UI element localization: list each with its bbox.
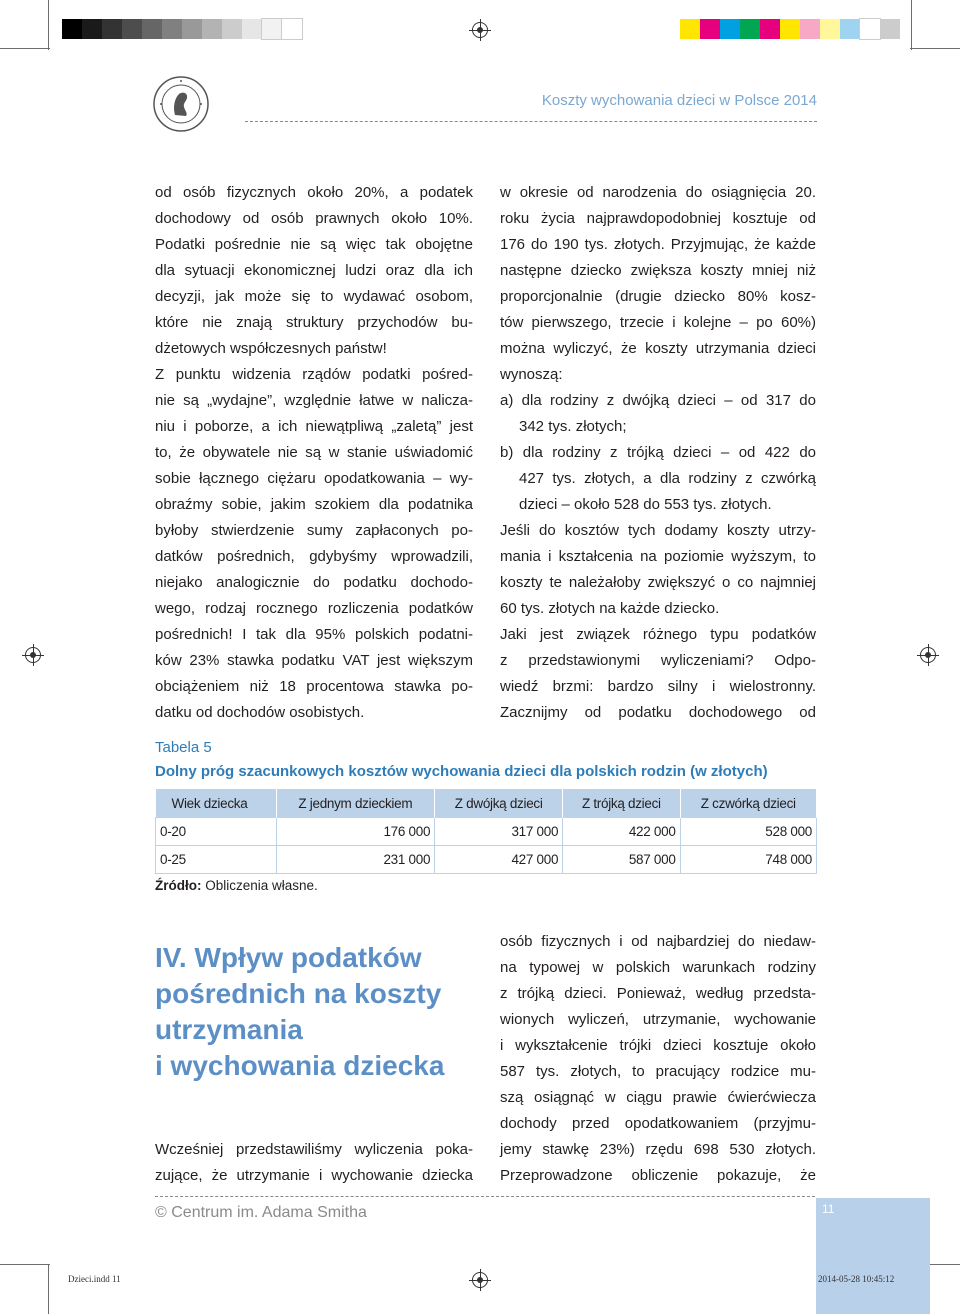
process-color-bar [680, 19, 900, 39]
heading-line: i wychowania dziecka [155, 1050, 445, 1081]
swatch [282, 19, 302, 39]
table-cell: 748 000 [680, 846, 816, 874]
copyright: © Centrum im. Adama Smitha [155, 1204, 367, 1221]
registration-mark-icon [472, 1272, 488, 1288]
page-number-box [816, 1198, 930, 1314]
swatch [720, 19, 740, 39]
swatch [82, 19, 102, 39]
text-line: 60 tys. złotych na każde dziecko. [500, 600, 720, 617]
section-right-column [500, 929, 816, 1189]
text-line: b) dla rodziny z trójką dzieci – od 422 do [500, 444, 816, 461]
text-line: niu i poborze, a ich niewątpliwą „zaletą” jest [155, 418, 473, 435]
header-divider [245, 121, 817, 122]
swatch [880, 19, 900, 39]
table-label: Tabela 5 [155, 739, 212, 756]
section-intro-column [155, 1137, 473, 1189]
text-line: z trójką dzieci. Ponieważ, według przedsta- [500, 985, 816, 1002]
text-line: szą osiągnąć w ciągu prawie ćwierćwiecza [500, 1089, 816, 1106]
registration-mark-icon [25, 647, 41, 663]
table-source [155, 878, 318, 893]
text-line: 587 tys. złotych, to pracujący rodzice mu- [500, 1063, 816, 1080]
text-line: dla sytuacji ekonomicznej ludzi oraz dla ich [155, 262, 473, 279]
table-cell: 0-25 [156, 846, 277, 874]
heading-line: utrzymania [155, 1014, 303, 1045]
text-line: i wykształcenie trójki dzieci kosztuje około [500, 1037, 816, 1054]
text-line: niejako analogicznie do podatku dochodo- [155, 574, 473, 591]
list-item-b [500, 440, 816, 518]
cost-table [155, 789, 817, 874]
swatch [800, 19, 820, 39]
table-header-row [156, 789, 817, 818]
column-header: Z trójką dzieci [563, 789, 680, 818]
text-line: Zacznijmy od podatku dochodowego od [500, 704, 816, 721]
swatch [242, 19, 262, 39]
list-item-a [500, 388, 816, 440]
paragraph [500, 180, 816, 388]
text-line: osób fizycznych i od najbardziej do niedaw- [500, 933, 816, 950]
paragraph [155, 180, 473, 362]
column-header: Z czwórką dzieci [680, 789, 816, 818]
slug-file-info: Dzieci.indd 11 [68, 1274, 121, 1284]
table-cell: 317 000 [435, 818, 563, 846]
text-line: zujące, że utrzymanie i wychowanie dziecka [155, 1167, 473, 1184]
text-line: dochody przed opodatkowaniem (przyjmu- [500, 1115, 816, 1132]
crop-mark [910, 48, 960, 49]
swatch [680, 19, 700, 39]
text-line: z przedstawionymi wyliczeniami? Odpo- [500, 652, 816, 669]
swatch [202, 19, 222, 39]
text-line: dżetowych współczesnych państw! [155, 340, 387, 357]
text-line: następne dziecko zwiększa koszty mniej niż [500, 262, 816, 279]
table-row [156, 818, 817, 846]
swatch [182, 19, 202, 39]
table-cell: 528 000 [680, 818, 816, 846]
heading-line: IV. Wpływ podatków [155, 942, 422, 973]
text-line: pośrednich! I tak dla 95% polskich podatni- [155, 626, 473, 643]
text-line: wego, rodzaj rocznego rozliczenia podatków [155, 600, 473, 617]
table-cell: 176 000 [276, 818, 435, 846]
text-line: Podatki pośrednie nie są więc tak obojętne [155, 236, 473, 253]
table-title: Dolny próg szacunkowych kosztów wychowania dzieci dla polskich rodzin (w złotych) [155, 763, 768, 780]
swatch [700, 19, 720, 39]
table-row [156, 846, 817, 874]
text-line: które nie znają struktury przychodów bu- [155, 314, 473, 331]
swatch [122, 19, 142, 39]
swatch [162, 19, 182, 39]
paragraph [500, 622, 816, 726]
swatch [780, 19, 800, 39]
text-line: Przeprowadzone obliczenie pokazuje, że [500, 1167, 816, 1184]
source-text: Obliczenia własne. [201, 878, 318, 893]
text-line: datku od dochodów osobistych. [155, 704, 365, 721]
text-line: jemy stawkę 23%) rzędu 698 530 złotych. [500, 1141, 816, 1158]
swatch [222, 19, 242, 39]
slug-timestamp: 2014-05-28 10:45:12 [818, 1274, 895, 1284]
swatch [860, 19, 880, 39]
text-line: na typowej w polskich warunkach rodziny [500, 959, 816, 976]
text-line: proporcjonalnie (drugie dziecko 80% kosz- [500, 288, 816, 305]
gray-color-bar [62, 19, 302, 39]
swatch [740, 19, 760, 39]
table-cell: 587 000 [563, 846, 680, 874]
text-line: Jaki jest związek różnego typu podatków [500, 626, 816, 643]
table-cell: 422 000 [563, 818, 680, 846]
swatch [142, 19, 162, 39]
heading-line: pośrednich na koszty [155, 978, 442, 1009]
column-header: Z jednym dzieckiem [276, 789, 435, 818]
crop-mark [0, 48, 50, 49]
text-line: 427 tys. złotych, a dla rodziny z czwórką [519, 470, 816, 487]
column-header: Z dwójką dzieci [435, 789, 563, 818]
text-line: w okresie od narodzenia do osiągnięcia 20. [500, 184, 816, 201]
swatch [62, 19, 82, 39]
text-line: wionych wyliczeń, utrzymanie, wychowanie [500, 1011, 816, 1028]
swatch [262, 19, 282, 39]
swatch [102, 19, 122, 39]
text-line: mania i kształcenia na poziomie wyższym, to [500, 548, 816, 565]
paragraph [155, 362, 473, 726]
text-line: roku życia najprawdopodobniej kosztuje od [500, 210, 816, 227]
text-line: obciążeniem niż 18 procentowa stawka po- [155, 678, 473, 695]
text-line: a) dla rodziny z dwójką dzieci – od 317 do [500, 392, 816, 409]
crop-mark [911, 0, 912, 50]
footer-divider [155, 1196, 815, 1197]
crop-mark [48, 0, 49, 50]
text-line: byłoby stwierdzenie sumy zapłaconych po- [155, 522, 473, 539]
right-text-column [500, 180, 816, 726]
text-line: 176 do 190 tys. złotych. Przyjmując, że każde [500, 236, 816, 253]
source-label: Źródło: [155, 878, 202, 893]
text-line: od osób fizycznych około 20%, a podatek [155, 184, 473, 201]
crop-mark [48, 1264, 49, 1314]
registration-mark-icon [472, 22, 488, 38]
text-line: to, że obywatele nie są w stanie uświadomić [155, 444, 473, 461]
text-line: decyzji, jak może się to wydawać osobom, [155, 288, 473, 305]
text-line: koszty te należałoby zwiększyć o co najmniej [500, 574, 816, 591]
text-line: datków pośrednich, gdybyśmy wprowadzili, [155, 548, 473, 565]
centrum-adama-smitha-logo [152, 75, 210, 133]
table-cell: 231 000 [276, 846, 435, 874]
text-line: sobie łącznego ciężaru opodatkowania – wy- [155, 470, 473, 487]
swatch [840, 19, 860, 39]
text-line: obraźmy sobie, jakim szokiem dla podatnika [155, 496, 473, 513]
text-line: Z punktu widzenia rządów podatki pośred- [155, 366, 473, 383]
text-line: Wcześniej przedstawiliśmy wyliczenia poka- [155, 1141, 473, 1158]
text-line: wynoszą: [500, 366, 563, 383]
text-line: dzieci – około 528 do 553 tys. złotych. [519, 496, 772, 513]
text-line: tów pierwszego, trzecie i kolejne – po 60%) [500, 314, 816, 331]
swatch [820, 19, 840, 39]
text-line: Jeśli do kosztów tych dodamy koszty utrzy- [500, 522, 816, 539]
section-heading [155, 940, 475, 1084]
text-line: nie są „wydajne”, względnie łatwe w nalicza- [155, 392, 473, 409]
registration-mark-icon [920, 647, 936, 663]
text-line: ków 23% stawka podatku VAT jest większym [155, 652, 473, 669]
page-number: 11 [822, 1202, 835, 1216]
left-text-column [155, 180, 473, 726]
text-line: 342 tys. złotych; [519, 418, 627, 435]
text-line: dochodowy od osób prawnych około 10%. [155, 210, 473, 227]
crop-mark [0, 1264, 50, 1265]
paragraph [500, 518, 816, 622]
table-cell: 427 000 [435, 846, 563, 874]
text-line: wiedź brzmi: bardzo silny i wielostronny. [500, 678, 816, 695]
text-line: można wyliczyć, że koszty utrzymania dzieci [500, 340, 816, 357]
table-cell: 0-20 [156, 818, 277, 846]
running-title: Koszty wychowania dzieci w Polsce 2014 [541, 92, 817, 109]
column-header: Wiek dziecka [156, 789, 277, 818]
swatch [760, 19, 780, 39]
